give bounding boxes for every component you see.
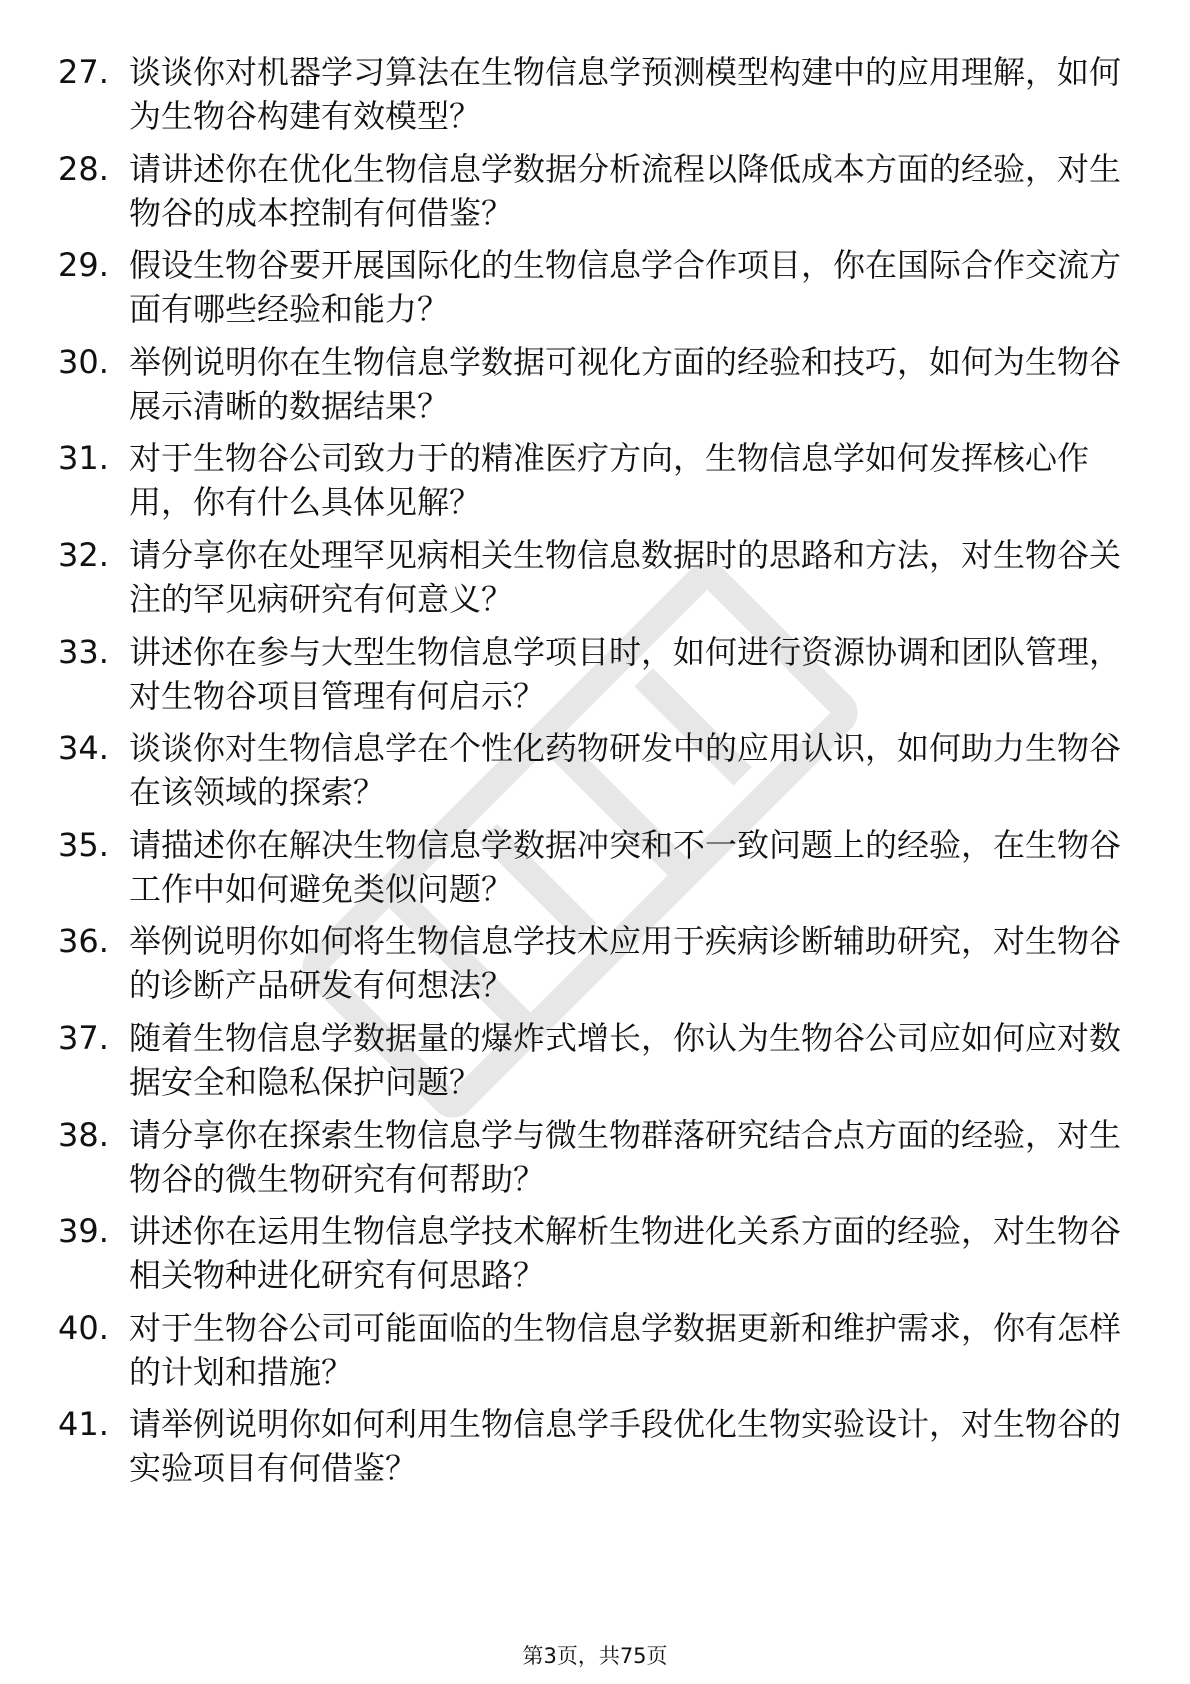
- question-item: [0, 630, 1190, 727]
- question-number: 31.: [58, 439, 109, 478]
- question-text: 假设生物谷要开展国际化的生物信息学合作项目，你在国际合作交流方面有哪些经验和能力？: [129, 246, 1122, 329]
- question-list: [0, 50, 1190, 1499]
- question-text: 举例说明你在生物信息学数据可视化方面的经验和技巧，如何为生物谷展示清晰的数据结果？: [129, 342, 1122, 425]
- question-number: 36.: [58, 922, 109, 961]
- question-number: 41.: [58, 1405, 109, 1444]
- question-number: 28.: [58, 149, 109, 188]
- question-number: 33.: [58, 632, 109, 671]
- question-item: [0, 919, 1190, 1016]
- question-text: 请讲述你在优化生物信息学数据分析流程以降低成本方面的经验，对生物谷的成本控制有何借鉴？: [129, 149, 1122, 232]
- question-item: [0, 1402, 1190, 1499]
- question-item: [0, 726, 1190, 823]
- question-text: 举例说明你如何将生物信息学技术应用于疾病诊断辅助研究，对生物谷的诊断产品研发有何想法？: [129, 922, 1122, 1005]
- question-text: 请分享你在处理罕见病相关生物信息数据时的思路和方法，对生物谷关注的罕见病研究有何意义？: [129, 535, 1122, 618]
- question-number: 40.: [58, 1308, 109, 1347]
- question-item: [0, 1113, 1190, 1210]
- question-number: 30.: [58, 342, 109, 381]
- question-text: 对于生物谷公司致力于的精准医疗方向，生物信息学如何发挥核心作用，你有什么具体见解？: [129, 439, 1090, 522]
- question-number: 39.: [58, 1212, 109, 1251]
- page-number-footer: 第3页，共75页: [522, 1644, 668, 1668]
- question-item: [0, 1306, 1190, 1403]
- question-number: 37.: [58, 1018, 109, 1057]
- question-item: [0, 436, 1190, 533]
- question-item: [0, 533, 1190, 630]
- question-text: 谈谈你对机器学习算法在生物信息学预测模型构建中的应用理解，如何为生物谷构建有效模型？: [129, 53, 1122, 135]
- question-number: 29.: [58, 246, 109, 285]
- question-text: 随着生物信息学数据量的爆炸式增长，你认为生物谷公司应如何应对数据安全和隐私保护问题？: [129, 1018, 1122, 1101]
- question-number: 38.: [58, 1115, 109, 1154]
- question-text: 请描述你在解决生物信息学数据冲突和不一致问题上的经验，在生物谷工作中如何避免类似问题？: [129, 825, 1122, 908]
- question-number: 32.: [58, 535, 109, 574]
- question-item: [0, 823, 1190, 920]
- question-item: [0, 340, 1190, 437]
- question-text: 对于生物谷公司可能面临的生物信息学数据更新和维护需求，你有怎样的计划和措施？: [129, 1308, 1122, 1391]
- question-item: [0, 50, 1190, 147]
- question-number: 35.: [58, 825, 109, 864]
- question-text: 请分享你在探索生物信息学与微生物群落研究结合点方面的经验，对生物谷的微生物研究有何帮助？: [129, 1115, 1122, 1198]
- question-text: 讲述你在运用生物信息学技术解析生物进化关系方面的经验，对生物谷相关物种进化研究有何思路？: [129, 1212, 1122, 1295]
- question-number: 27.: [58, 53, 109, 91]
- question-item: [0, 1209, 1190, 1306]
- question-number: 34.: [58, 729, 109, 768]
- question-text: 讲述你在参与大型生物信息学项目时，如何进行资源协调和团队管理，对生物谷项目管理有何启示？: [129, 632, 1122, 715]
- question-item: [0, 147, 1190, 244]
- question-item: [0, 243, 1190, 340]
- question-item: [0, 1016, 1190, 1113]
- question-text: 谈谈你对生物信息学在个性化药物研发中的应用认识，如何助力生物谷在该领域的探索？: [129, 729, 1122, 812]
- question-text: 请举例说明你如何利用生物信息学手段优化生物实验设计，对生物谷的实验项目有何借鉴？: [129, 1405, 1122, 1488]
